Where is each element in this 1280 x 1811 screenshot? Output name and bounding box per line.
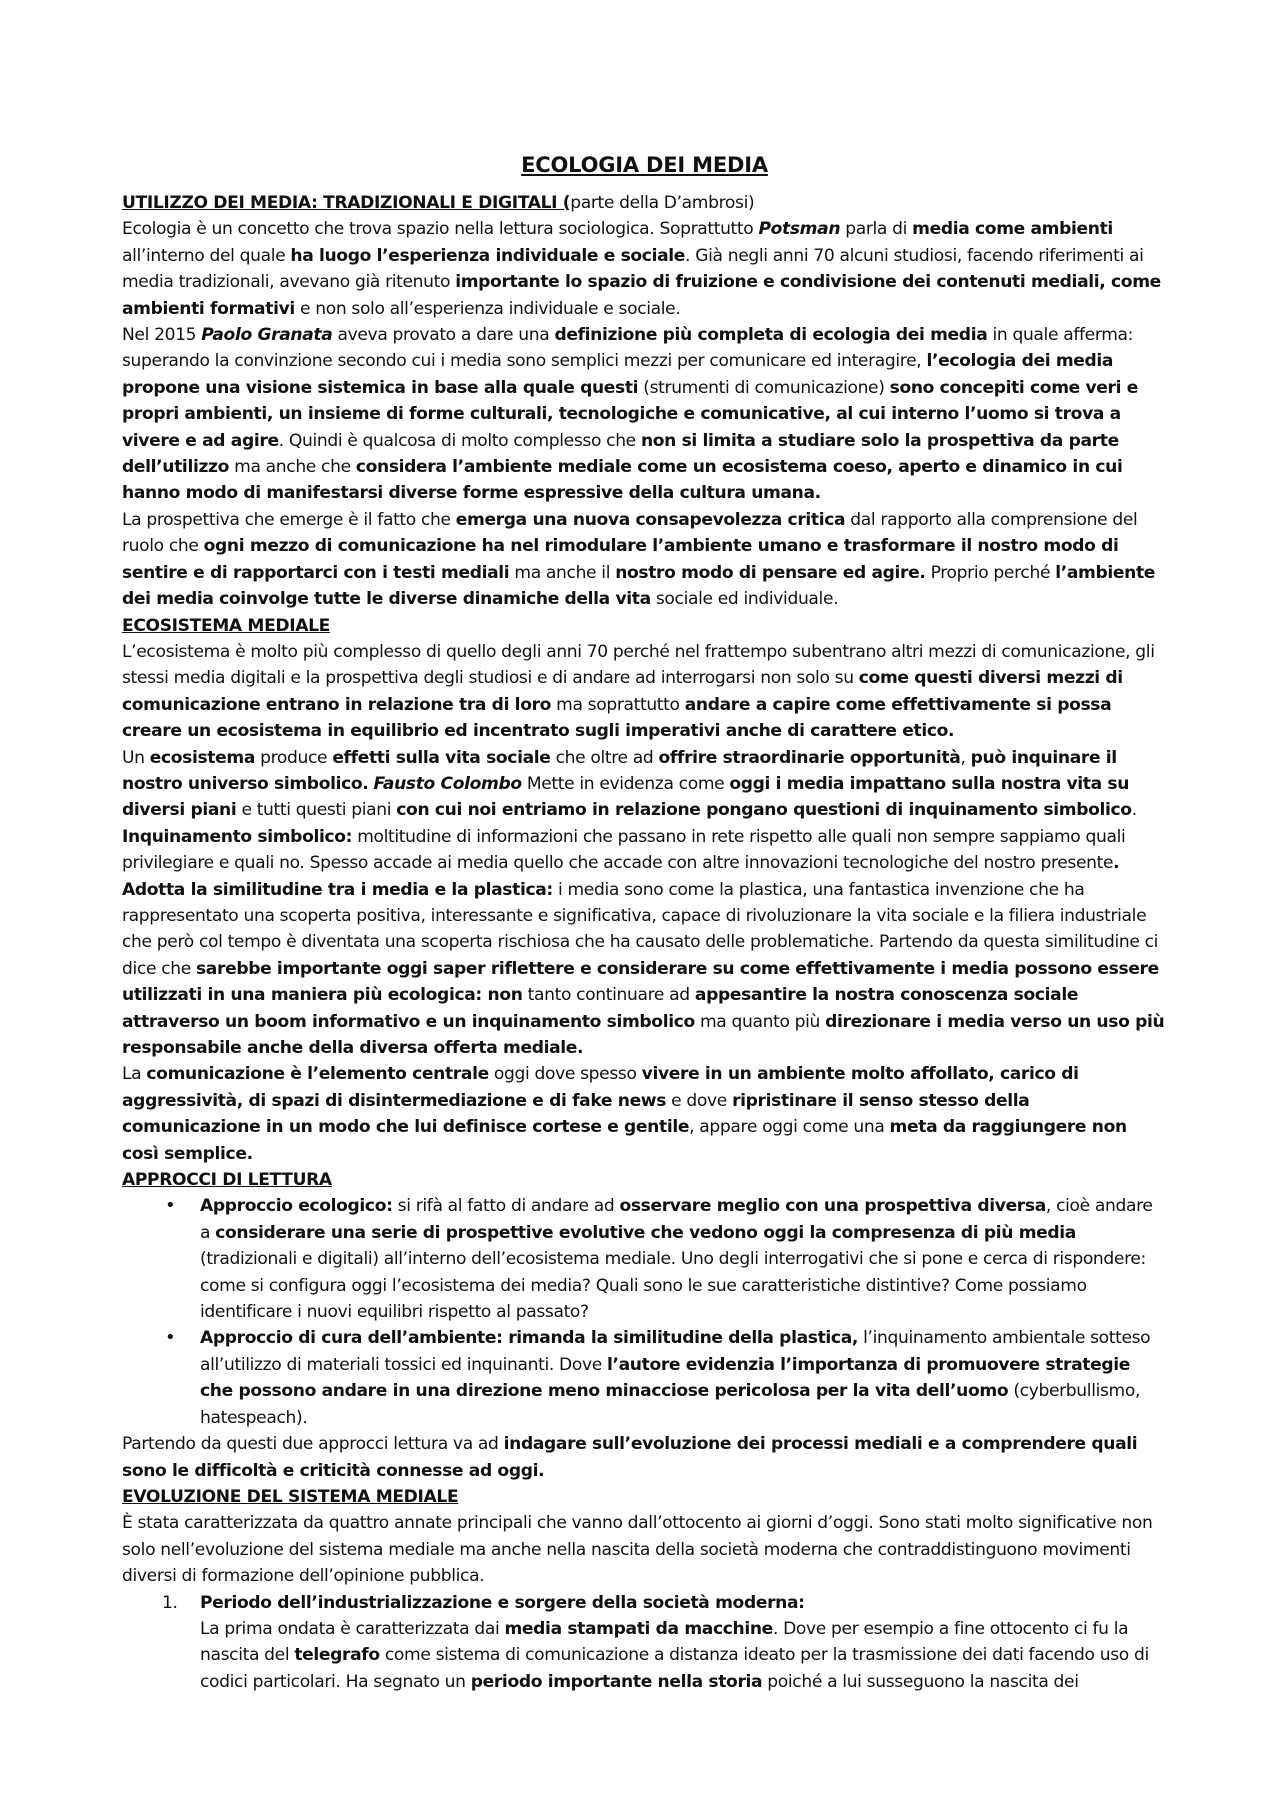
paragraph: Ecologia è un concetto che trova spazio nella lettura sociologica. Soprattutto Potsman parla di media come ambienti all’interno del quale ha luogo l’esperienza individuale e sociale. Già negli anni 70 alcuni studiosi, facendo riferimenti ai media tradizionali, avevano già ritenuto importante lo spazio di fruizione e condivisione dei contenuti mediali, come ambienti formativi e non solo all’esperienza individuale e sociale. [122,219,1161,319]
list-item: • Approccio ecologico: si rifà al fatto di andare ad osservare meglio con una prospettiva diversa, cioè andare a considerare una serie di prospettive evolutive che vedono oggi la compresenza di più media (tradizionali e digitali) all’interno dell’ecosistema mediale. Uno degli interrogativi che si pone e cerca di rispondere: come si configura oggi l’ecosistema dei media? Quali sono le sue caratteristiche distintive? Come possiamo identificare i nuovi equilibri rispetto al passato? [200,1193,1167,1325]
document-title: ECOLOGIA DEI MEDIA [521,153,768,177]
paragraph: Un ecosistema produce effetti sulla vita sociale che oltre ad offrire straordinarie opportunità, può inquinare il nostro universo simbolico. Fausto Colombo Mette in evidenza come oggi i media impattano sulla nostra vita su diversi piani e tutti questi piani con cui noi entriamo in relazione pongano questioni di inquinamento simbolico. [122,747,1137,821]
paragraph: La comunicazione è l’elemento centrale oggi dove spesso vivere in un ambiente molto affollato, carico di aggressività, di spazi di disintermediazione e di fake news e dove ripristinare il senso stesso della comunicazione in un modo che lui definisce cortese e gentile, appare oggi come una meta da raggiungere non così semplice. [122,1064,1127,1164]
paragraph: La prospettiva che emerge è il fatto che emerga una nuova consapevolezza critica dal rapporto alla comprensione del ruolo che ogni mezzo di comunicazione ha nel rimodulare l’ambiente umano e trasformare il nostro modo di sentire e di rapportarci con i testi mediali ma anche il nostro modo di pensare ed agire. Proprio perché l’ambiente dei media coinvolge tutte le diverse dinamiche della vita sociale ed individuale. [122,509,1156,610]
list-item-title: Periodo dell’industrializzazione e sorgere della società moderna: [200,1592,805,1613]
section-heading-line [122,1167,1167,1193]
paragraph: L’ecosistema è molto più complesso di quello degli anni 70 perché nel frattempo subentrano altri mezzi di comunicazione, gli stessi media digitali e la prospettiva degli studiosi e di andare ad interrogarsi non solo su come questi diversi mezzi di comunicazione entrano in relazione tra di loro ma soprattutto andare a capire come effettivamente si possa creare un ecosistema in equilibrio ed incentrato sugli imperativi anche di carattere etico. [122,641,1155,742]
list-number: 1. [162,1592,178,1613]
section-heading-line [122,613,1167,639]
section-heading: EVOLUZIONE DEL SISTEMA MEDIALE [122,1486,459,1507]
paragraph: Inquinamento simbolico: moltitudine di informazioni che passano in rete rispetto alle quali non sempre sappiamo quali privilegiare e quali no. Spesso accade ai media quello che accade con altre innovazioni tecnologiche del nostro presente. Adotta la similitudine tra i media e la plastica: i media sono come la plastica, una fantastica invenzione che ha rappresentato una scoperta positiva, interessante e significativa, capace di rivoluzionare la vita sociale e la filiera industriale che però col tempo è diventata una scoperta rischiosa che ha causato delle problematiche. Partendo da questa similitudine ci dice che sarebbe importante oggi saper riflettere e considerare su come effettivamente i media possono essere utilizzati in una maniera più ecologica: non tanto continuare ad appesantire la nostra conoscenza sociale attraverso un boom informativo e un inquinamento simbolico ma quanto più direzionare i media verso un uso più responsabile anche della diversa offerta mediale. [122,826,1165,1058]
section-heading-line [122,190,1167,216]
list-item: • Approccio di cura dell’ambiente: rimanda la similitudine della plastica, l’inquinamento ambientale sotteso all’utilizzo di materiali tossici ed inquinanti. Dove l’autore evidenzia l’importanza di promuovere strategie che possono andare in una direzione meno minacciose pericolosa per la vita dell’uomo (cyberbullismo, hatespeach). [200,1325,1167,1431]
section-heading: APPROCCI DI LETTURA [122,1170,332,1191]
section-note: parte della D’ambrosi) [570,193,755,213]
document-page [122,150,1167,1695]
section-heading-line [122,1484,1167,1510]
paragraph: È stata caratterizzata da quattro annate principali che vanno dall’ottocento ai giorni d’oggi. Sono stati molto significative non solo nell’evoluzione del sistema mediale ma anche nella nascita della società moderna che contraddistinguono movimenti diversi di formazione dell’opinione pubblica. [122,1513,1153,1587]
paragraph: Partendo da questi due approcci lettura va ad indagare sull’evoluzione dei processi mediali e a comprendere quali sono le difficoltà e criticità connesse ad oggi. [122,1434,1138,1481]
section-heading: ECOSISTEMA MEDIALE [122,615,330,636]
list-item: 1. Periodo dell’industrializzazione e sorgere della società moderna: La prima ondata è caratterizzata dai media stampati da macchine. Dove per esempio a fine ottocento ci fu la nascita del telegrafo come sistema di comunicazione a distanza ideato per la trasmissione dei dati facendo uso di codici particolari. Ha segnato un periodo importante nella storia poiché a lui susseguono la nascita dei [200,1590,1167,1696]
numbered-list [122,1590,1167,1696]
bullet-list [122,1193,1167,1431]
section-heading: UTILIZZO DEI MEDIA: TRADIZIONALI E DIGITALI ( [122,193,571,213]
paragraph: Nel 2015 Paolo Granata aveva provato a dare una definizione più completa di ecologia dei media in quale afferma: superando la convinzione secondo cui i media sono semplici mezzi per comunicare ed interagire, l’ecologia dei media propone una visione sistemica in base alla quale questi (strumenti di comunicazione) sono concepiti come veri e propri ambienti, un insieme di forme culturali, tecnologiche e comunicative, al cui interno l’uomo si trova a vivere e ad agire. Quindi è qualcosa di molto complesso che non si limita a studiare solo la prospettiva da parte dell’utilizzo ma anche che considera l’ambiente mediale come un ecosistema coeso, aperto e dinamico in cui hanno modo di manifestarsi diverse forme espressive della cultura umana. [122,325,1138,504]
